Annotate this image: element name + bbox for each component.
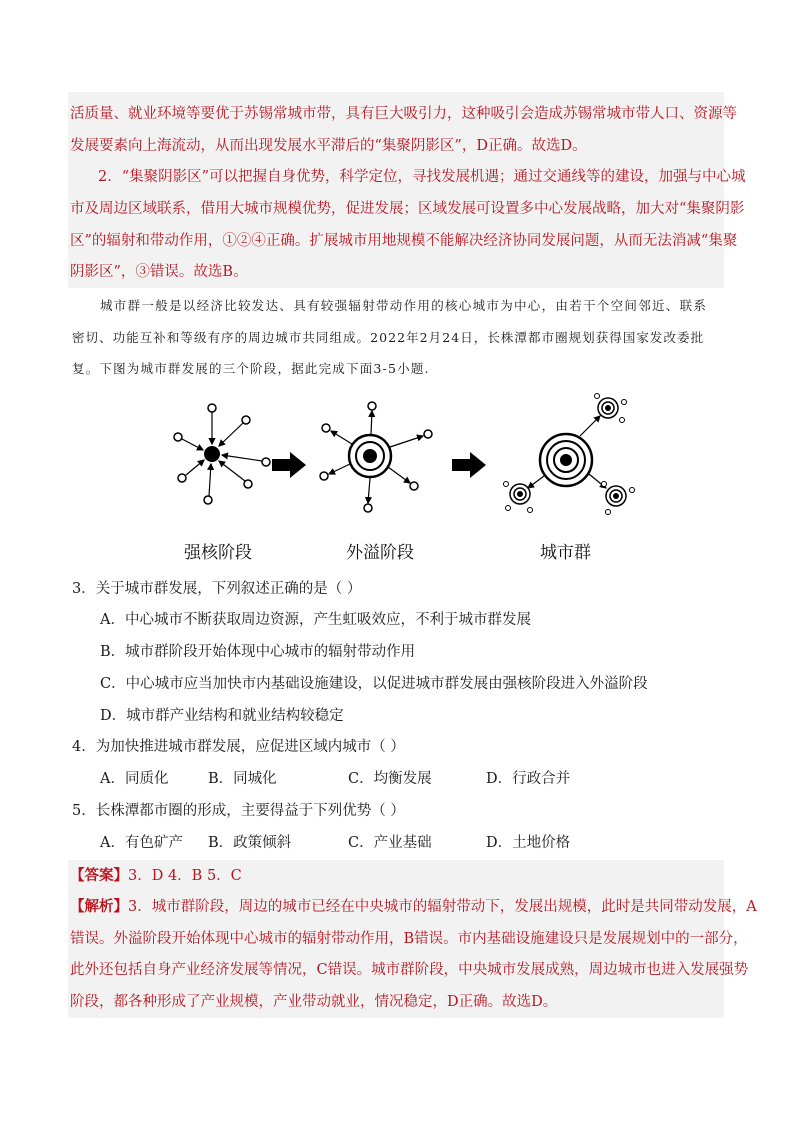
question-4-stem: 4．为加快推进城市群发展，应促进区域内城市（ ） [72,739,405,755]
question-4-option-b[interactable]: B．同城化 [208,771,277,787]
explanation-line-3: 2．“集聚阴影区”可以把握自身优势，科学定位，寻找发展机遇；通过交通线等的建设，加强与中心城 [98,169,746,185]
analysis-line-4: 阶段，都各种形成了产业规模，产业带动就业，情况稳定，D正确。故选D。 [70,994,558,1010]
question-4-option-d[interactable]: D．行政合并 [486,771,571,787]
analysis-line-2: 错误。外溢阶段开始体现中心城市的辐射带动作用，B错误。市内基础设施建设只是发展规划中的一部分， [70,931,748,947]
answer-label: 【答案】 [70,867,128,884]
analysis-line-1 [70,897,757,917]
explanation-line-6: 阴影区”，③错误。故选B。 [70,264,248,280]
question-3-option-d[interactable]: D．城市群产业结构和就业结构较稳定 [100,708,344,724]
stage-label-spillover: 外溢阶段 [346,543,414,563]
question-5-option-d[interactable]: D．土地价格 [486,835,571,851]
diagram-city-cluster [494,392,654,527]
question-4-option-c[interactable]: C．均衡发展 [348,771,432,787]
analysis-text-1: 3．城市群阶段，周边的城市已经在中央城市的辐射带动下，发展出规模，此时是共同带动发展，A [128,899,757,915]
question-5-stem: 5．长株潭都市圈的形成，主要得益于下列优势（ ） [72,803,405,819]
explanation-line-2: 发展要素向上海流动，从而出现发展水平滞后的“集聚阴影区”，D正确。故选D。 [70,138,587,154]
analysis-label: 【解析】 [70,898,128,915]
explanation-line-1: 活质量、就业环境等要优于苏锡常城市带，具有巨大吸引力，这种吸引会造成苏锡常城市带人口、资源等 [70,106,737,122]
answer-text: 3．D 4．B 5．C [128,868,242,884]
intro-line-3: 复。下图为城市群发展的三个阶段，据此完成下面3-5小题. [72,361,430,376]
intro-line-2: 密切、功能互补和等级有序的周边城市共同组成。2022年2月24日，长株潭都市圈规划获得国家发改委批 [72,330,705,345]
answer-line [70,866,242,886]
question-5-option-b[interactable]: B．政策倾斜 [208,835,292,851]
question-5-option-a[interactable]: A．有色矿产 [100,835,183,851]
intro-line-1: 城市群一般是以经济比较发达、具有较强辐射带动作用的核心城市为中心，由若干个空间邻近、联系 [100,298,708,313]
question-3-stem: 3．关于城市群发展，下列叙述正确的是（ ） [72,581,362,597]
explanation-line-4: 市及周边区域联系，借用大城市规模优势，促进发展；区域发展可设置多中心发展战略，加大对“集聚阴影 [70,201,745,217]
diagram-spillover [306,400,446,530]
question-3-option-b[interactable]: B．城市群阶段开始体现中心城市的辐射带动作用 [100,644,416,660]
stage-arrow-2 [452,452,486,478]
stage-label-strong-core: 强核阶段 [184,543,252,563]
explanation-line-5: 区”的辐射和带动作用，①②④正确。扩展城市用地规模不能解决经济协同发展问题，从而无法消减“集聚 [70,233,738,249]
stage-label-city-cluster: 城市群 [540,543,591,563]
question-5-option-c[interactable]: C．产业基础 [348,835,432,851]
question-3-option-a[interactable]: A．中心城市不断获取周边资源，产生虹吸效应，不利于城市群发展 [100,612,531,628]
stage-arrow-1 [272,452,306,478]
analysis-line-3: 此外还包括自身产业经济发展等情况，C错误。城市群阶段，中央城市发展成熟，周边城市也进入发展强势 [70,962,749,978]
question-4-option-a[interactable]: A．同质化 [100,771,169,787]
question-3-option-c[interactable]: C．中心城市应当加快市内基础设施建设，以促进城市群发展由强核阶段进入外溢阶段 [100,676,648,692]
